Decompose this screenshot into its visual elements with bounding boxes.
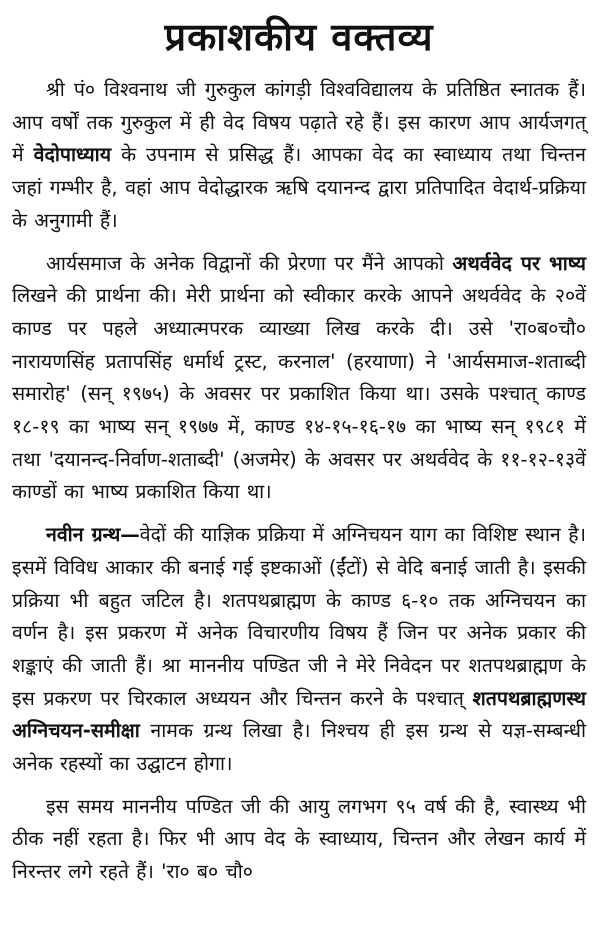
- text-span: के उपनाम से प्रसिद्ध हैं। आपका वेद का स्वाध्याय तथा चिन्तन जहां गम्भीर है, वहां आप वेदोद्धारक ऋषि दयानन्द द्वारा प्रतिपादित वेदार्थ-प्रक्रिया के अनुगामी हैं।: [12, 143, 586, 232]
- bold-heading-naveen-granth: नवीन ग्रन्थ—: [46, 523, 140, 547]
- text-span: लिखने की प्रार्थना की। मेरी प्रार्थना को स्वीकार करके आपने अथर्ववेद के २०वें काण्ड पर पहले अध्यात्मपरक व्याख्या लिख करके दी। उसे 'रा०ब०चौ० नारायणसिंह प्रतापसिंह धर्मार्थ ट्रस्ट, करनाल' (हरयाणा) ने 'आर्यसमाज-शताब्दी समारोह' (सन् १९७५) के अवसर पर प्रकाशित किया था। उसके पश्चात् काण्ड १८-१९ का भाष्य सन् १९७७ में, काण्ड १४-१५-१६-१७ का भाष्य सन् १९८१ में तथा 'दयानन्द-निर्वाण-शताब्दी' (अजमेर) के अवसर पर अथर्ववेद के ११-१२-१३वें काण्डों का भाष्य प्रकाशित किया था।: [12, 284, 586, 504]
- bold-book-title: शतपथब्राह्मणस्थ अग्निचयन-समीक्षा: [12, 686, 586, 743]
- text-span: नामक ग्रन्थ लिखा है। निश्चय ही इस ग्रन्थ से यज्ञ-सम्बन्धी अनेक रहस्यों का उद्घाटन होगा।: [12, 719, 586, 776]
- paragraph-author-age: [12, 791, 586, 889]
- page-title: प्रकाशकीय वक्तव्य: [164, 15, 434, 59]
- paragraph-new-book: [12, 519, 586, 781]
- paragraph-atharvaveda-bhashya: [12, 248, 586, 510]
- bold-term-vedopadhyay: वेदोपाध्याय: [33, 143, 112, 167]
- bold-term-atharvaveda-bhashya: अथर्ववेद पर भाष्य: [452, 251, 586, 275]
- text-span: आर्यसमाज के अनेक विद्वानों की प्रेरणा पर मैंने आपको: [46, 251, 453, 275]
- paragraph-author-intro: [12, 74, 586, 238]
- text-span: वेदों की याज्ञिक प्रक्रिया में अग्निचयन याग का विशिष्ट स्थान है। इसमें विविध आकार की बनाई गई इष्टकाओं (ईंटों) से वेदि बनाई जाती है। इसकी प्रक्रिया भी बहुत जटिल है। शतपथब्राह्मण के काण्ड ६-१० तक अग्निचयन का वर्णन है। इस प्रकरण में अनेक विचारणीय विषय हैं जिन पर अनेक प्रकार की शङ्काएं की जाती हैं। श्रा माननीय पण्डित जी ने मेरे निवेदन पर शतपथब्राह्मण के इस प्रकरण पर चिरकाल अध्ययन और चिन्तन करने के पश्चात्: [12, 523, 586, 710]
- text-span: श्री पं० विश्वनाथ जी गुरुकुल कांगड़ी विश्वविद्यालय के प्रतिष्ठित स्नातक हैं। आप वर्षों तक गुरुकुल में ही वेद विषय पढ़ाते रहे हैं। इस कारण आप आर्यजगत् में: [12, 78, 586, 167]
- text-span: इस समय माननीय पण्डित जी की आयु लगभग ९५ वर्ष की है, स्वास्थ्य भी ठीक नहीं रहता है। फिर भी आप वेद के स्वाध्याय, चिन्तन और लेखन कार्य में निरन्तर लगे रहते हैं। 'रा० ब० चौ०: [12, 794, 586, 884]
